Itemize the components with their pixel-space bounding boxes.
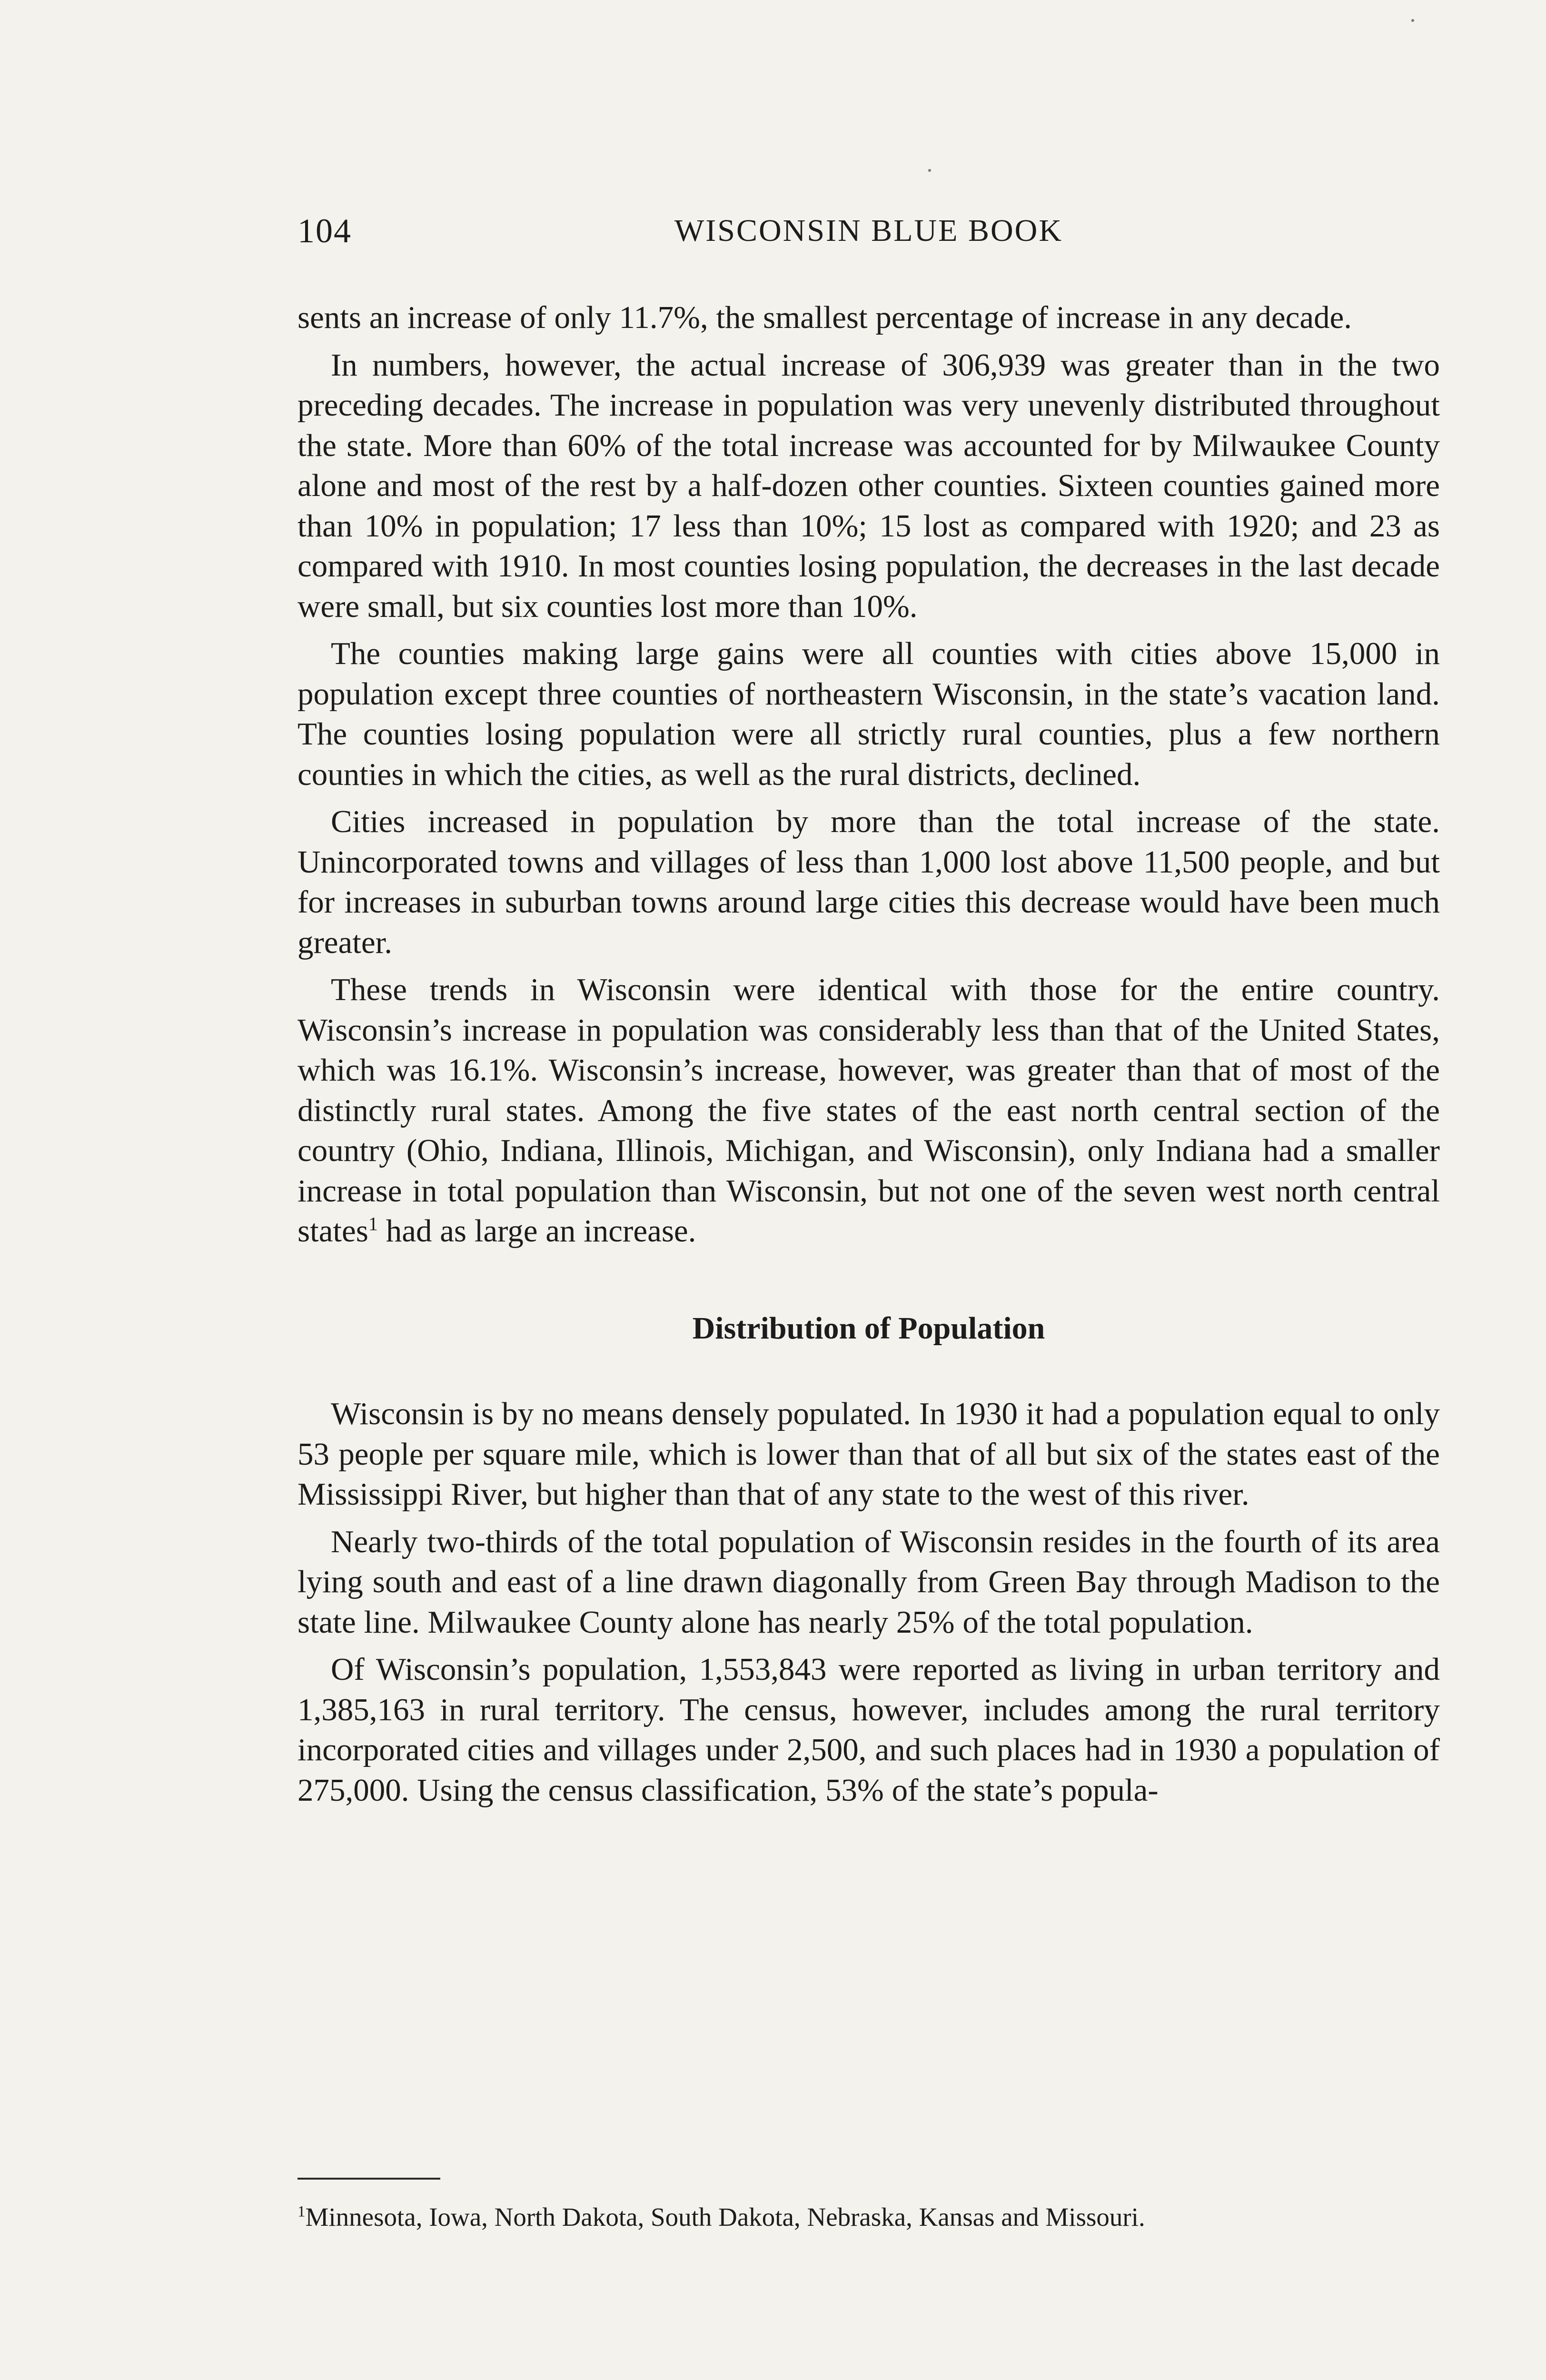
page-number: 104 <box>297 212 352 250</box>
paragraph: Of Wisconsin’s population, 1,553,843 were reported as living in urban territory and 1,385,163 in rural territory. The census, however, includes among the rural territory incorporated cities and villages under 2,500, and such places had in 1930 a population of 275,000. Using the census classification, 53% of the state’s popula- <box>297 1652 1440 1808</box>
paragraph: The counties making large gains were all counties with cities above 15,000 in population except three counties of northeastern Wisconsin, in the state’s vacation land. The counties losing population were all strictly rural counties, plus a few northern counties in which the cities, as well as the rural districts, declined. <box>297 636 1440 792</box>
footnote-text: Minnesota, Iowa, North Dakota, South Dakota, Nebraska, Kansas and Missouri. <box>305 2202 1145 2231</box>
paragraph: Wisconsin is by no means densely populated. In 1930 it had a population equal to only 53 people per square mile, which is lower than that of all but six of the states east of the Mississippi River, but higher than that of any state to the west of this river. <box>297 1396 1440 1512</box>
body-text <box>297 298 1440 1817</box>
print-speck <box>1411 19 1414 22</box>
page-header <box>297 202 1440 259</box>
section-heading: Distribution of Population <box>692 1310 1045 1346</box>
paragraph-text: These trends in Wisconsin were identical with those for the entire country. Wisconsin’s increase in population was considerably less than that of the United States, which was 16.1%. Wisconsin’s increase, however, was greater than that of most of the distinctly rural states. Among the five states of the east north central section of the country (Ohio, Indiana, Illinois, Michigan, and Wisconsin), only Indiana had a smaller increase in total population than Wisconsin, but not one of the seven west north central states <box>297 972 1440 1249</box>
paragraph: sents an increase of only 11.7%, the smallest percentage of increase in any decade. <box>297 300 1352 335</box>
paragraph-text: had as large an increase. <box>386 1213 696 1249</box>
footnote-marker: 1 <box>368 1213 378 1235</box>
print-speck <box>928 169 931 172</box>
footnote-marker: 1 <box>297 2203 306 2221</box>
paragraph <box>297 970 1440 1251</box>
paragraph: Nearly two-thirds of the total population of Wisconsin resides in the fourth of its area lying south and east of a line drawn diagonally from Green Bay through Madison to the state line. Milwaukee County alone has nearly 25% of the total population. <box>297 1524 1440 1640</box>
footnote <box>297 2202 1440 2233</box>
paragraph: Cities increased in population by more than the total increase of the state. Unincorporated towns and villages of less than 1,000 lost above 11,500 people, and but for increases in suburban towns around large cities this decrease would have been much greater. <box>297 804 1440 960</box>
running-title: WISCONSIN BLUE BOOK <box>674 213 1063 248</box>
paragraph: In numbers, however, the actual increase of 306,939 was greater than in the two preceding decades. The increase in population was very unevenly distributed throughout the state. More than 60% of the total increase was accounted for by Milwaukee County alone and most of the rest by a half-dozen other counties. Sixteen counties gained more than 10% in population; 17 less than 10%; 15 lost as compared with 1920; and 23 as compared with 1910. In most counties losing population, the decreases in the last decade were small, but six counties lost more than 10%. <box>297 347 1440 624</box>
footnote-divider <box>297 2178 440 2180</box>
